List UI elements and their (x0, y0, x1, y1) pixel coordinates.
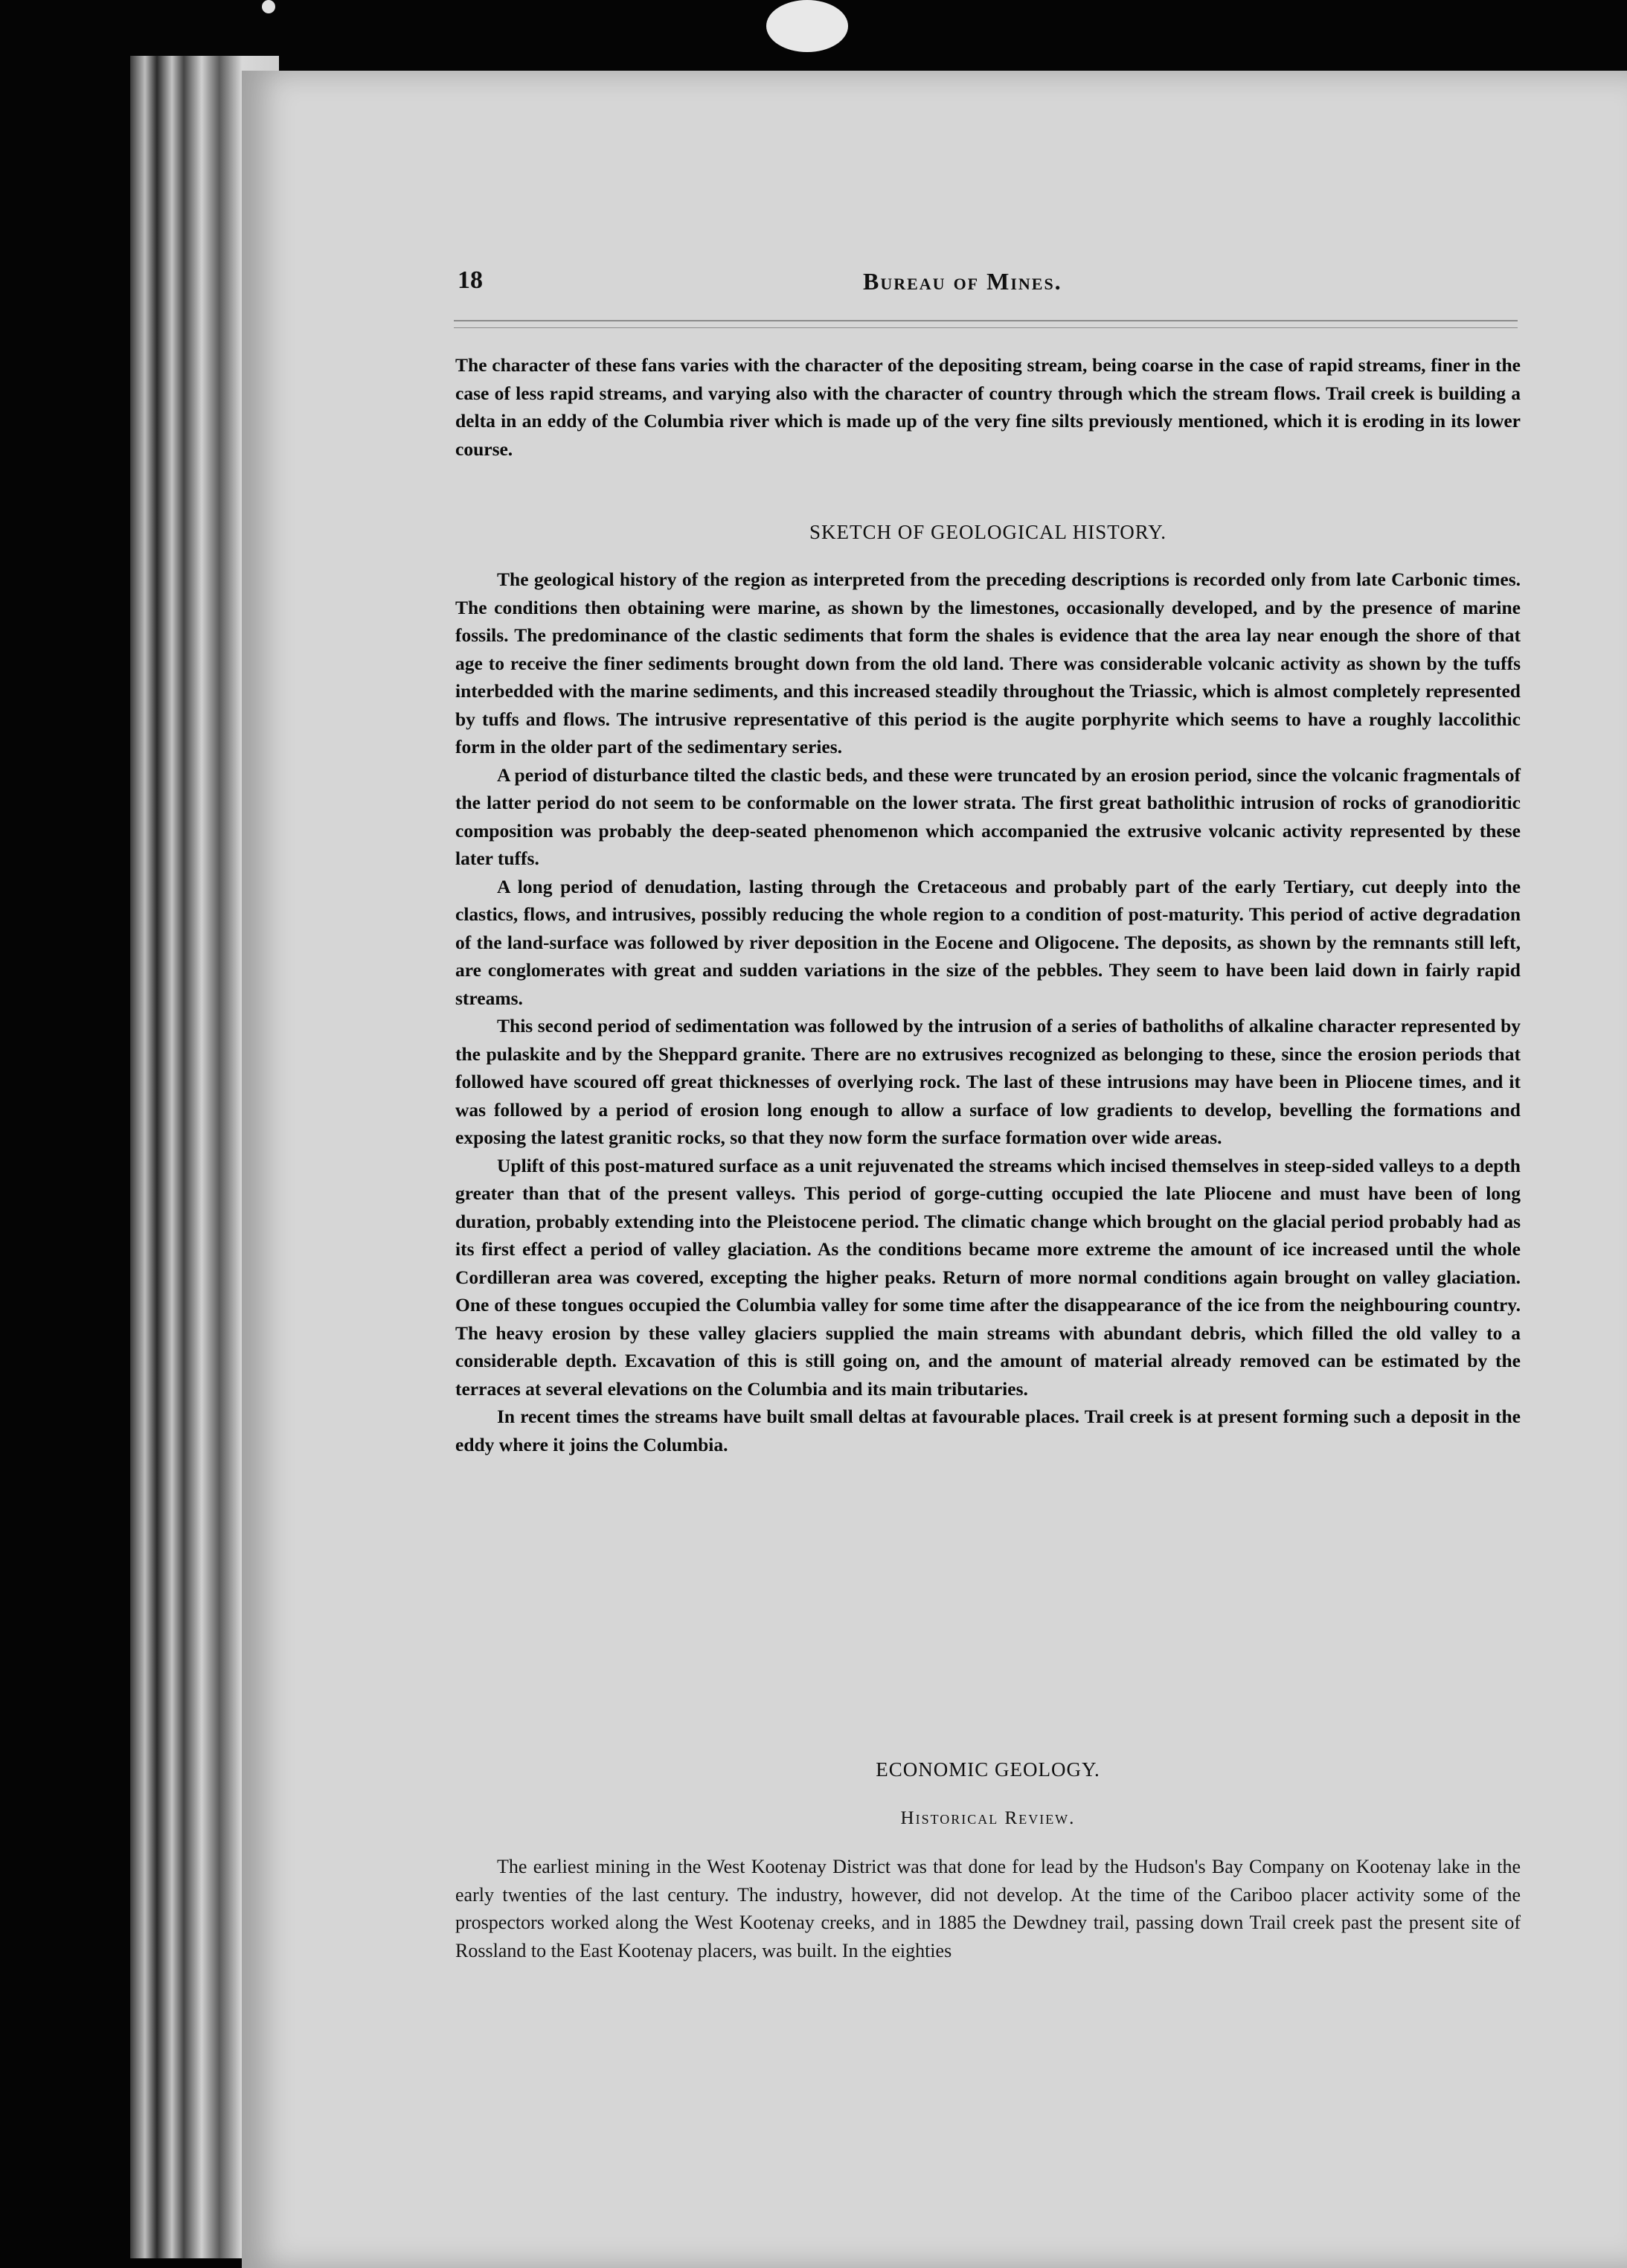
sketch-heading: SKETCH OF GEOLOGICAL HISTORY. (809, 521, 1167, 543)
economic-paragraph: The earliest mining in the West Kootenay District was that done for lead by the Hudson's Bay Company on Kootenay lake in the early twenties of the last century. The industry, however, did not develop. At the time of the Cariboo placer activity some of the prospectors worked along the West Kootenay creeks, and in 1885 the Dewdney trail, passing down Trail creek past the present site of Rossland to the East Kootenay placers, was built. In the eighties (455, 1856, 1521, 1961)
sketch-paragraph-3: A long period of denudation, lasting through the Cretaceous and probably part of the early Tertiary, cut deeply into the clastics, flows, and intrusives, possibly reducing the whole region to a condition of post-maturity. This period of active degradation of the land-surface was followed by river deposition in the Eocene and Oligocene. The deposits, as shown by the remnants still left, are conglomerates with great and sudden variations in the size of the pebbles. They seem to have been laid down in fairly rapid streams. (455, 875, 1521, 1009)
economic-section (455, 1853, 1521, 1964)
intro-paragraph: The character of these fans varies with the character of the depositing stream, being coarse in the case of rapid streams, finer in the case of less rapid streams, and varying also with the character of country through which the stream flows. Trail creek is building a delta in an eddy of the Columbia river which is made up of the very fine silts previously mentioned, which it is eroding in its lower course. (455, 354, 1521, 460)
paper-spot (262, 0, 275, 13)
page-number: 18 (458, 266, 483, 294)
sketch-paragraph-2: A period of disturbance tilted the clastic beds, and these were truncated by an erosion period, since the volcanic fragmentals of the latter period do not seem to be conformable on the lower strata. The first great batholithic intrusion of rocks of granodioritic composition was probably the deep-seated phenomenon which accompanied the extrusive volcanic activity represented by these later tuffs. (455, 763, 1521, 869)
sketch-paragraph-6: In recent times the streams have built small deltas at favourable places. Trail creek is at present forming such a deposit in the eddy where it joins the Columbia. (455, 1406, 1521, 1455)
sketch-paragraph-1: The geological history of the region as interpreted from the preceding descriptions is recorded only from late Carbonic times. The conditions then obtaining were marine, as shown by the limestones, occasionally developed, and by the presence of marine fossils. The predominance of the clastic sediments that form the shales is evidence that the area lay near enough the shore of that age to receive the finer sediments brought down from the old land. There was considerable volcanic activity as shown by the tuffs interbedded with the marine sediments, and this increased steadily throughout the Triassic, which is almost completely represented by tuffs and flows. The intrusive representative of this period is the augite porphyrite which seems to have a roughly laccolithic form in the older part of the sedimentary series. (455, 568, 1521, 757)
intro-section (455, 351, 1521, 463)
sketch-paragraph-5: Uplift of this post-matured surface as a unit rejuvenated the streams which incised themselves in steep-sided valleys to a depth greater than that of the present valleys. This period of gorge-cutting occupied the late Pliocene and must have been of long duration, probably extending into the Pleistocene period. The climatic change which brought on the glacial period probably had as its first effect a period of valley glaciation. As the conditions became more extreme the amount of ice increased until the whole Cordilleran area was covered, excepting the higher peaks. Return of more normal conditions again brought on valley glaciation. One of these tongues occupied the Columbia valley for some time after the disappearance of the ice from the neighbouring country. The heavy erosion by these valley glaciers supplied the main streams with abundant debris, which filled the old valley to a considerable depth. Excavation of this is still going on, and the amount of material already removed can be estimated by the terraces at several elevations on the Columbia and its main tributaries. (455, 1154, 1521, 1400)
sketch-paragraph-4: This second period of sedimentation was followed by the intrusion of a series of batholiths of alkaline character represented by the pulaskite and by the Sheppard granite. There are no extrusives recognized as belonging to these, since the erosion periods that followed have scoured off great thicknesses of overlying rock. The last of these intrusions may have been in Pliocene times, and it was followed by a period of erosion long enough to allow a surface of low gradients to develop, bevelling the formations and exposing the latest granitic rocks, so that they now form the surface formation over wide areas. (455, 1015, 1521, 1148)
header-rule (454, 327, 1518, 328)
historical-review-subheading: Historical Review. (900, 1808, 1076, 1828)
economic-heading: ECONOMIC GEOLOGY. (876, 1758, 1100, 1781)
sketch-section (455, 566, 1521, 1458)
header-rule (454, 320, 1518, 321)
paper-spot (766, 0, 848, 52)
running-head: Bureau of Mines. (863, 268, 1062, 295)
